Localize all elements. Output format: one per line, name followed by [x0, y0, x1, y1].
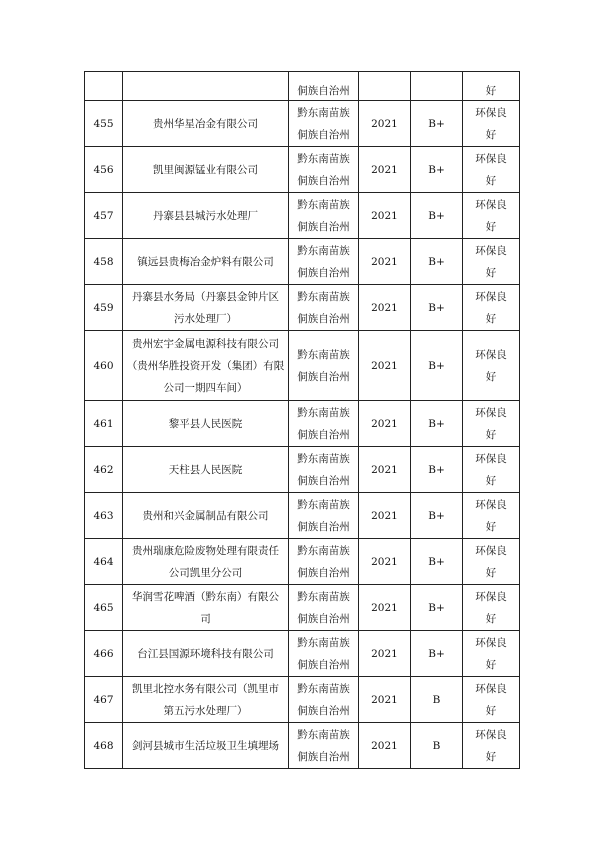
cell-region-line: 黔东南苗族 — [297, 406, 350, 419]
cell-rating-line: 好 — [485, 428, 497, 441]
cell-year: 2021 — [359, 331, 411, 401]
cell-grade: B+ — [411, 447, 463, 493]
table-body — [85, 72, 520, 769]
cell-name — [123, 631, 289, 677]
cell-rating-line: 环保良 — [475, 106, 507, 119]
cell-rating — [463, 101, 520, 147]
cell-rating — [463, 677, 520, 723]
cell-name-line: 污水处理厂） — [174, 312, 237, 325]
cell-region — [289, 723, 359, 769]
cell-year: 2021 — [359, 447, 411, 493]
cell-region — [289, 585, 359, 631]
cell-rating-line: 环保良 — [475, 198, 507, 211]
cell-name — [123, 447, 289, 493]
cell-rating — [463, 239, 520, 285]
cell-rating-line: 好 — [485, 266, 497, 279]
cell-rating-line: 好 — [485, 658, 497, 671]
cell-region-line: 黔东南苗族 — [297, 728, 350, 741]
cell-region — [289, 331, 359, 401]
cell-name — [123, 723, 289, 769]
cell-rating-line: 好 — [485, 220, 497, 233]
cell-rating — [463, 585, 520, 631]
table-row — [85, 677, 520, 723]
cell-region-line: 黔东南苗族 — [297, 452, 350, 465]
cell-grade: B+ — [411, 331, 463, 401]
cell-name — [123, 677, 289, 723]
cell-name-line: 剑河县城市生活垃圾卫生填埋场 — [132, 739, 279, 752]
table-row — [85, 285, 520, 331]
cell-name — [123, 72, 289, 101]
enterprise-rating-table — [84, 71, 520, 769]
cell-rating-line: 环保良 — [475, 636, 507, 649]
cell-region — [289, 539, 359, 585]
cell-name — [123, 147, 289, 193]
cell-grade: B+ — [411, 147, 463, 193]
cell-no: 466 — [85, 631, 123, 677]
cell-rating — [463, 401, 520, 447]
cell-rating — [463, 631, 520, 677]
cell-name-line: 台江县国源环境科技有限公司 — [137, 647, 274, 660]
cell-no — [85, 72, 123, 101]
cell-name-line: 第五污水处理厂） — [163, 704, 248, 717]
table-row — [85, 493, 520, 539]
cell-no: 465 — [85, 585, 123, 631]
cell-no: 458 — [85, 239, 123, 285]
cell-rating-line: 环保良 — [475, 152, 507, 165]
cell-name-line: 凯里闽源锰业有限公司 — [153, 163, 258, 176]
cell-rating-line: 好 — [485, 750, 497, 763]
cell-region — [289, 493, 359, 539]
cell-name-line: 凯里北控水务有限公司（凯里市 — [132, 682, 279, 695]
cell-no: 462 — [85, 447, 123, 493]
cell-region — [289, 677, 359, 723]
cell-region-line: 侗族自治州 — [297, 474, 350, 487]
cell-rating — [463, 72, 520, 101]
cell-year: 2021 — [359, 493, 411, 539]
cell-region-line: 黔东南苗族 — [297, 498, 350, 511]
cell-region-line: 黔东南苗族 — [297, 636, 350, 649]
cell-name-line: 丹寨县水务局（丹寨县金钟片区 — [132, 290, 279, 303]
cell-no: 455 — [85, 101, 123, 147]
cell-name — [123, 101, 289, 147]
cell-name-line: 公司一期四车间） — [163, 381, 248, 394]
cell-name-line: （贵州华胜投资开发（集团）有限 — [126, 359, 285, 372]
cell-year: 2021 — [359, 147, 411, 193]
cell-region-line: 黔东南苗族 — [297, 106, 350, 119]
cell-region — [289, 101, 359, 147]
cell-name-line: 黎平县人民医院 — [168, 417, 243, 430]
cell-grade: B — [411, 723, 463, 769]
cell-name — [123, 585, 289, 631]
cell-rating-line: 好 — [485, 520, 497, 533]
cell-name-line: 天柱县人民医院 — [168, 463, 243, 476]
cell-no: 456 — [85, 147, 123, 193]
cell-no: 460 — [85, 331, 123, 401]
cell-name — [123, 331, 289, 401]
cell-rating — [463, 193, 520, 239]
cell-name-line: 镇远县贵梅冶金炉料有限公司 — [137, 255, 274, 268]
cell-region — [289, 285, 359, 331]
table-row — [85, 585, 520, 631]
cell-region-line: 侗族自治州 — [297, 312, 350, 325]
cell-year: 2021 — [359, 239, 411, 285]
cell-grade: B+ — [411, 631, 463, 677]
cell-region — [289, 147, 359, 193]
cell-rating — [463, 447, 520, 493]
table-row — [85, 239, 520, 285]
cell-region — [289, 401, 359, 447]
cell-region-line: 侗族自治州 — [297, 750, 350, 763]
cell-region-line: 侗族自治州 — [297, 266, 350, 279]
cell-year: 2021 — [359, 723, 411, 769]
cell-region — [289, 239, 359, 285]
cell-year: 2021 — [359, 101, 411, 147]
cell-rating — [463, 493, 520, 539]
cell-region-line: 侗族自治州 — [297, 612, 350, 625]
cell-year: 2021 — [359, 285, 411, 331]
cell-region — [289, 447, 359, 493]
cell-name-line: 公司凯里分公司 — [168, 566, 243, 579]
cell-rating-line: 好 — [485, 612, 497, 625]
cell-region-line: 黔东南苗族 — [297, 198, 350, 211]
cell-rating-line: 环保良 — [475, 290, 507, 303]
cell-year: 2021 — [359, 631, 411, 677]
cell-region-line: 侗族自治州 — [297, 128, 350, 141]
cell-no: 467 — [85, 677, 123, 723]
cell-grade: B+ — [411, 101, 463, 147]
cell-region-line: 侗族自治州 — [297, 566, 350, 579]
cell-name — [123, 493, 289, 539]
cell-rating-line: 好 — [485, 128, 497, 141]
cell-no: 464 — [85, 539, 123, 585]
table-row — [85, 331, 520, 401]
cell-year: 2021 — [359, 401, 411, 447]
cell-name — [123, 401, 289, 447]
cell-no: 457 — [85, 193, 123, 239]
cell-region-line: 侗族自治州 — [297, 658, 350, 671]
cell-region-line: 黔东南苗族 — [297, 244, 350, 257]
cell-region-line: 黔东南苗族 — [297, 682, 350, 695]
cell-rating-line: 好 — [485, 704, 497, 717]
cell-grade: B+ — [411, 493, 463, 539]
cell-rating-line: 环保良 — [475, 544, 507, 557]
cell-region-line: 侗族自治州 — [297, 220, 350, 233]
cell-rating-line: 环保良 — [475, 728, 507, 741]
cell-rating-line: 好 — [485, 566, 497, 579]
cell-rating — [463, 539, 520, 585]
cell-rating-line: 好 — [485, 174, 497, 187]
cell-name-line: 贵州宏宇金属电源科技有限公司 — [132, 337, 279, 350]
table-row — [85, 539, 520, 585]
cell-rating-line: 好 — [485, 312, 497, 325]
cell-region — [289, 631, 359, 677]
table-row — [85, 147, 520, 193]
cell-rating — [463, 331, 520, 401]
cell-grade: B+ — [411, 193, 463, 239]
cell-grade — [411, 72, 463, 101]
cell-grade: B — [411, 677, 463, 723]
cell-grade: B+ — [411, 539, 463, 585]
cell-region-line: 侗族自治州 — [297, 174, 350, 187]
cell-rating-line: 环保良 — [475, 406, 507, 419]
cell-rating-line: 环保良 — [475, 590, 507, 603]
table-row — [85, 723, 520, 769]
cell-rating — [463, 285, 520, 331]
cell-name-line: 贵州瑞康危险废物处理有限责任 — [132, 544, 279, 557]
cell-year: 2021 — [359, 193, 411, 239]
table-row — [85, 401, 520, 447]
cell-name — [123, 285, 289, 331]
cell-year: 2021 — [359, 539, 411, 585]
cell-rating-line: 环保良 — [475, 682, 507, 695]
rating-tail-text: 好 — [485, 85, 497, 97]
cell-year: 2021 — [359, 677, 411, 723]
cell-grade: B+ — [411, 401, 463, 447]
cell-name — [123, 193, 289, 239]
cell-name — [123, 539, 289, 585]
region-tail-text: 侗族自治州 — [297, 85, 350, 97]
cell-name-line: 华润雪花啤酒（黔东南）有限公 — [132, 590, 279, 603]
table-row — [85, 631, 520, 677]
table-row — [85, 101, 520, 147]
cell-no: 461 — [85, 401, 123, 447]
cell-region — [289, 193, 359, 239]
table-row-continued — [85, 72, 520, 101]
cell-grade: B+ — [411, 285, 463, 331]
cell-region-line: 侗族自治州 — [297, 370, 350, 383]
cell-grade: B+ — [411, 239, 463, 285]
cell-name — [123, 239, 289, 285]
cell-name-line: 贵州华星冶金有限公司 — [153, 117, 258, 130]
cell-rating-line: 环保良 — [475, 452, 507, 465]
cell-year — [359, 72, 411, 101]
cell-rating-line: 好 — [485, 370, 497, 383]
cell-region-line: 侗族自治州 — [297, 520, 350, 533]
table-row — [85, 193, 520, 239]
table-row — [85, 447, 520, 493]
cell-region-line: 侗族自治州 — [297, 428, 350, 441]
cell-region-line: 黔东南苗族 — [297, 290, 350, 303]
cell-region-line: 黔东南苗族 — [297, 544, 350, 557]
cell-region-line: 侗族自治州 — [297, 704, 350, 717]
cell-rating — [463, 147, 520, 193]
cell-rating-line: 好 — [485, 474, 497, 487]
cell-name-line: 司 — [200, 612, 211, 625]
cell-rating-line: 环保良 — [475, 348, 507, 361]
cell-region-line: 黔东南苗族 — [297, 152, 350, 165]
cell-no: 468 — [85, 723, 123, 769]
cell-grade: B+ — [411, 585, 463, 631]
cell-no: 459 — [85, 285, 123, 331]
cell-region-line: 黔东南苗族 — [297, 348, 350, 361]
cell-rating — [463, 723, 520, 769]
cell-region-line: 黔东南苗族 — [297, 590, 350, 603]
cell-rating-line: 环保良 — [475, 244, 507, 257]
cell-name-line: 丹寨县县城污水处理厂 — [153, 209, 258, 222]
cell-region — [289, 72, 359, 101]
cell-rating-line: 环保良 — [475, 498, 507, 511]
cell-no: 463 — [85, 493, 123, 539]
cell-name-line: 贵州和兴金属制品有限公司 — [142, 509, 269, 522]
cell-year: 2021 — [359, 585, 411, 631]
